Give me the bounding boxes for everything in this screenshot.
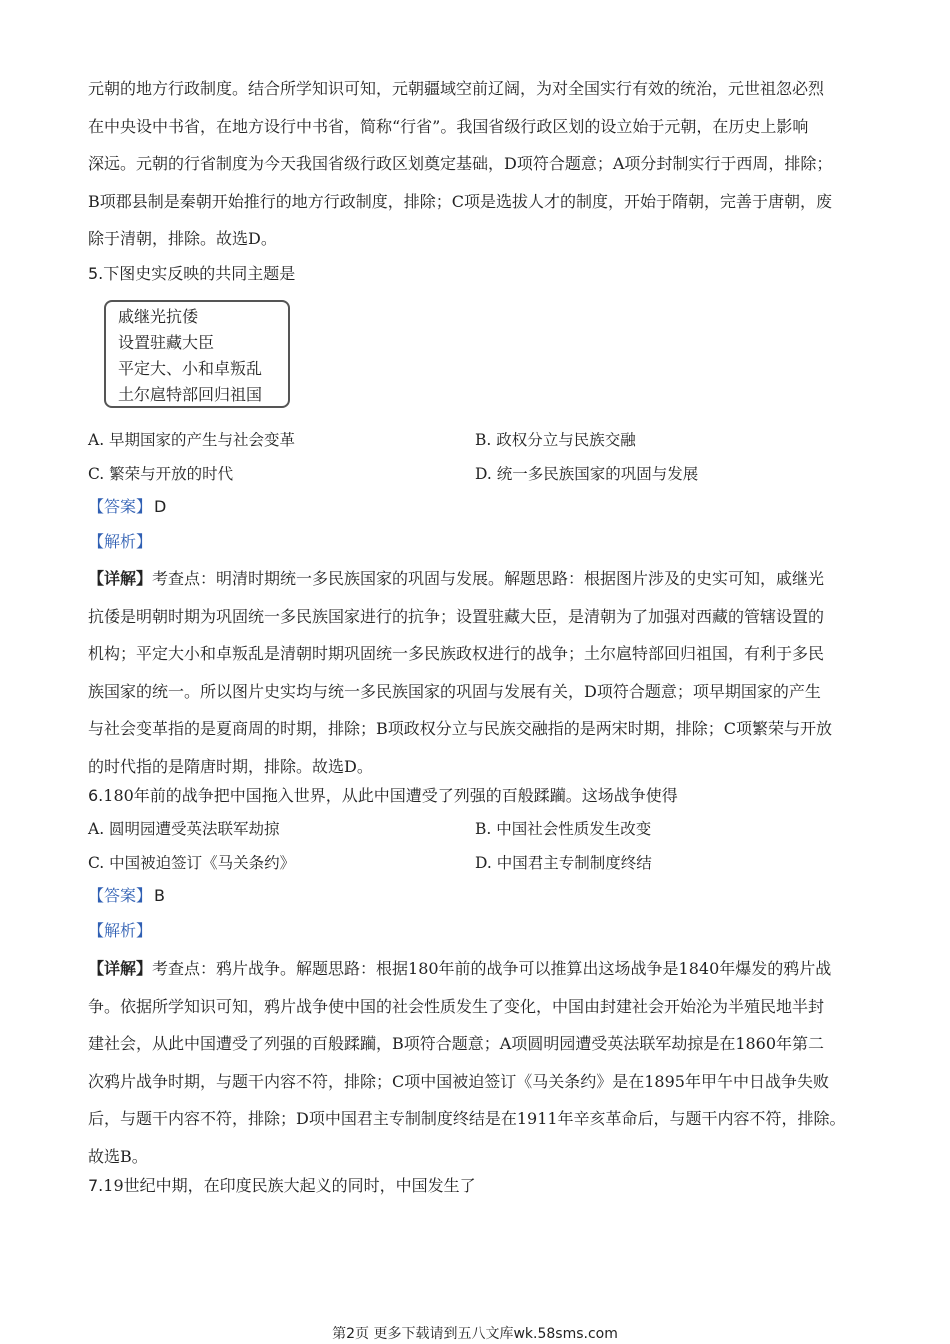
q5-stem-text: 下图史实反映的共同主题是	[103, 264, 296, 283]
q5-option-c: C. 繁荣与开放的时代	[88, 465, 234, 483]
text-line: 机构；平定大小和卓叛乱是清朝时期巩固统一多民族政权进行的战争；土尔扈特部回归祖国，有利于多民	[88, 644, 825, 663]
q5-detail	[88, 560, 868, 785]
q6-option-a: A. 圆明园遭受英法联军劫掠	[88, 820, 280, 838]
detail-text: 考查点：鸦片战争。解题思路：根据180年前的战争可以推算出这场战争是1840年爆发的鸦片战	[152, 959, 832, 978]
text-line: 故选B。	[88, 1146, 148, 1166]
detail-tag: 【详解】	[88, 959, 153, 978]
q6-detail	[88, 950, 868, 1175]
page-footer: 第2页 更多下载请到五八文库wk.58sms.com	[332, 1326, 618, 1342]
analysis-tag: 【解析】	[88, 532, 153, 551]
detail-tag: 【详解】	[88, 569, 153, 588]
q5-option-d: D. 统一多民族国家的巩固与发展	[475, 465, 699, 483]
q6-number: 6.	[88, 786, 104, 805]
q5-stem	[88, 262, 295, 286]
answer-tag: 【答案】	[88, 497, 153, 516]
q5-number: 5.	[88, 264, 104, 283]
q5-figure-box	[104, 300, 290, 408]
text-line: 深远。元朝的行省制度为今天我国省级行政区划奠定基础，D项符合题意；A项分封制实行于西周，排除；	[88, 154, 833, 173]
answer-value: B	[154, 886, 165, 905]
figure-item: 土尔扈特部回归祖国	[118, 385, 263, 404]
text-line: 抗倭是明朝时期为巩固统一多民族国家进行的抗争；设置驻藏大臣，是清朝为了加强对西藏的管辖设置的	[88, 606, 825, 626]
q5-analysis-tag	[88, 531, 152, 553]
text-line: B项郡县制是秦朝开始推行的地方行政制度，排除；C项是选拔人才的制度，开始于隋朝，完善于唐朝，废	[88, 191, 833, 211]
text-line: 后，与题干内容不符，排除；D项中国君主专制制度终结是在1911年辛亥革命后，与题干内容不符，排除。	[88, 1109, 846, 1128]
text-line	[88, 950, 868, 988]
q5-option-a: A. 早期国家的产生与社会变革	[88, 431, 296, 449]
q5-answer	[88, 496, 166, 518]
q6-option-c: C. 中国被迫签订《马关条约》	[88, 854, 296, 872]
q6-stem-text: 180年前的战争把中国拖入世界，从此中国遭受了列强的百般蹂躏。这场战争使得	[103, 786, 678, 805]
text-line: 次鸦片战争时期，与题干内容不符，排除；C项中国被迫签订《马关条约》是在1895年甲午中日战争失败	[88, 1071, 829, 1091]
q6-analysis-tag	[88, 920, 152, 942]
detail-text: 考查点：明清时期统一多民族国家的巩固与发展。解题思路：根据图片涉及的史实可知，戚继光	[152, 569, 825, 588]
q6-option-d: D. 中国君主专制制度终结	[475, 854, 652, 872]
text-line: 的时代指的是隋唐时期，排除。故选D。	[88, 756, 373, 776]
q6-answer	[88, 885, 165, 907]
q6-option-b: B. 中国社会性质发生改变	[475, 820, 652, 838]
text-line: 争。依据所学知识可知，鸦片战争使中国的社会性质发生了变化，中国由封建社会开始沦为半殖民地半封	[88, 996, 825, 1016]
text-line: 在中央设中书省，在地方设行中书省，简称“行省”。我国省级行政区划的设立始于元朝，在历史上影响	[88, 116, 809, 136]
text-line: 与社会变革指的是夏商周的时期，排除；B项政权分立与民族交融指的是两宋时期，排除；C项繁荣与开放	[88, 719, 833, 738]
figure-item: 戚继光抗倭	[118, 307, 199, 326]
q5-option-b: B. 政权分立与民族交融	[475, 431, 636, 449]
figure-item: 设置驻藏大臣	[118, 333, 215, 352]
text-line	[88, 560, 868, 598]
text-line: 建社会，从此中国遭受了列强的百般蹂躏，B项符合题意；A项圆明园遭受英法联军劫掠是在1860年第二	[88, 1034, 825, 1053]
q7-number: 7.	[88, 1176, 104, 1195]
figure-item: 平定大、小和卓叛乱	[118, 359, 263, 378]
text-line: 元朝的地方行政制度。结合所学知识可知，元朝疆域空前辽阔，为对全国实行有效的统治，元世祖忽必烈	[88, 79, 825, 98]
q7-stem-text: 19世纪中期，在印度民族大起义的同时，中国发生了	[103, 1176, 476, 1195]
q7-stem	[88, 1174, 476, 1198]
q4-explanation	[88, 70, 868, 258]
answer-value: D	[154, 497, 167, 516]
text-line: 除于清朝，排除。故选D。	[88, 229, 277, 248]
text-line: 族国家的统一。所以图片史实均与统一多民族国家的巩固与发展有关，D项符合题意；项早期国家的产生	[88, 681, 821, 701]
q6-stem	[88, 784, 678, 808]
analysis-tag: 【解析】	[88, 921, 153, 940]
answer-tag: 【答案】	[88, 886, 153, 905]
